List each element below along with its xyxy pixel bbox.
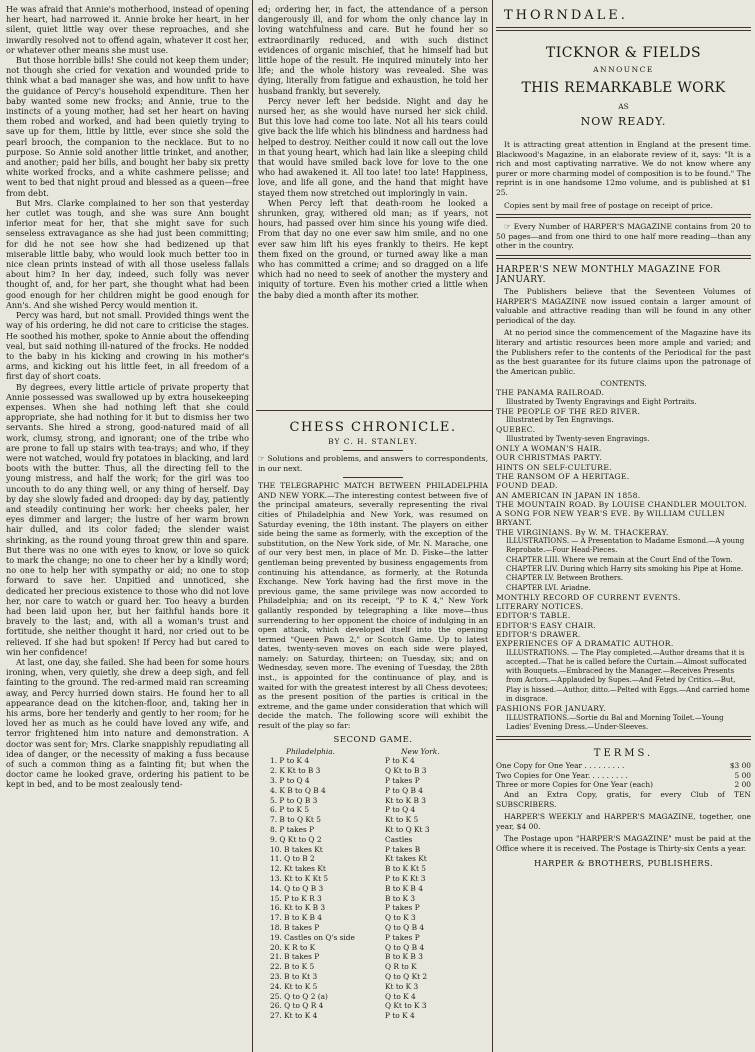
advertisement-column: [496, 4, 751, 1048]
chess-move: Castles: [385, 834, 413, 844]
contents-item: THE PEOPLE OF THE RED RIVER.: [496, 406, 641, 416]
contents-item: QUEBEC.: [496, 425, 536, 435]
contents-item: Illustrated by Twenty-seven Engravings.: [506, 434, 650, 443]
chess-move: 14. Q to Q B 3: [270, 883, 324, 893]
story-column-right: [258, 4, 488, 408]
extra-copy: And an Extra Copy, gratis, for every Club of TEN SUBSCRIBERS.: [496, 790, 751, 809]
game-title: SECOND GAME.: [333, 734, 413, 745]
chess-move: B to K Kt 5: [385, 864, 426, 874]
contents-item: LITERARY NOTICES.: [496, 602, 584, 612]
chess-move: B to K B 4: [385, 883, 423, 893]
chess-move: 5. P to Q B 3: [270, 795, 318, 805]
ad-rule: [496, 736, 751, 740]
terms-label: Three or more Copies for One Year (each): [496, 780, 654, 790]
ad-ready: NOW READY.: [580, 115, 667, 128]
story-column-left: [6, 4, 249, 1048]
white-moves: [258, 747, 373, 1021]
contents-item: ILLUSTRATIONS.—Sortie du Bal and Morning Toilet.—Young Ladies' Evening Dress.—Under-Sleeves.: [506, 713, 724, 731]
chess-move: 7. B to Q Kt 5: [270, 815, 321, 825]
chess-move: 6. P to K 5: [270, 805, 310, 815]
magazine-title: HARPER'S NEW MONTHLY MAGAZINE FOR JANUARY.: [496, 264, 721, 285]
contents-item: EDITOR'S TABLE.: [496, 611, 571, 621]
story-paragraph: Percy was hard, but not small. Provided things went the way of his ordering, he did not care to criticise the stages. He soothed his mother, spoke to Annie about the offending veal, but said nothing ill-natured of the frocks. He nodded to the baby in his kicking and crowing in his mother's arms, and kicking out his little feet, in all freedom of a first day of short coats.: [6, 310, 249, 382]
column-divider: [492, 0, 493, 1052]
chess-move: 24. Kt to K 5: [270, 981, 318, 991]
ad-announce: ANNOUNCE: [593, 65, 654, 74]
contents-item: EXPERIENCES OF A DRAMATIC AUTHOR.: [496, 639, 674, 649]
contents-item: CHAPTER LIV. During which Harry sits smoking his Pipe at Home.: [506, 564, 744, 573]
chess-move: 21. B takes P: [270, 952, 320, 962]
story-paragraph: But Mrs. Clarke complained to her son that yesterday her cutlet was tough, and she was sure Ann bought inferior meat for her, that she might save for such senseless extravagance as she had just been committing; for did he not see how she had bedizened up that miserable little baby, who would look much better too in nice clean prints instead of with all those useless fallals about him? In her day, indeed, such folly was never thought of, and, for her part, she thought what had been good enough for her children might be good enough for Ann's. And she wished Percy would mention it.: [6, 197, 249, 310]
terms-label: Two Copies for One Year. . . . . . . . .: [496, 770, 628, 780]
chess-move: P takes P: [385, 776, 420, 786]
chess-move: Kt to K 3: [385, 981, 419, 991]
chess-move: Kt to K 5: [385, 815, 419, 825]
story-paragraph: By degrees, every little article of private property that Annie possessed was swallowed up by extra housekeeping expenses. When she had nothing left that she could appropriate, she had nothing for it but to dismiss her two servants. She hired a strong, good-natured maid of all work, clumsy, strong, and ignorant; one of the tribe who are prone to fall up stairs with tea-trays; and who, if they were not watched, would fry potatoes in blacking, and lard boots with the butter. Thus, all the directing fell to the young mistress, and half the work; for the girl was too uncouth to do any thing well, or any thing of herself. Day by day she slowly faded and drooped: day by day, patiently and steadily continuing her work: her cheeks paler, her eyes dimmer and larger; the lustre of her warm brown hair dulled, and its color faded; the slender waist shrinking, as the round young throat grew thin and spare. But there was no one with eyes to know, or love so quick to mark the change; no one to cheer her by a kindly word; no one to help her with sympathy or aid; no one to stop forward to save her. Unpitied and unnoticed, she dedicated her precious existence to those who did not love her, nor care to watch or guard her. Too heavy a burden had been laid upon her, but her faithful hands bore it bravely to the last; and, with all a woman's trust and fortitude, she neither thought it hard, nor cried out to be relieved. If she had but spoken! If Percy had but cared to win her confidence!: [6, 381, 249, 657]
chess-move: 8. P takes P: [270, 825, 315, 834]
chess-title: CHESS CHRONICLE.: [289, 420, 457, 435]
contents-item: THE PANAMA RAILROAD.: [496, 388, 605, 398]
story-paragraph: He was afraid that Annie's motherhood, instead of opening her heart, had narrowed it. Annie broke her heart, in her silent, quiet little way over these reproaches, and she inwardly resolved not to offend again, whatever it cost her, or whatever other means she must use.: [6, 4, 249, 55]
story-paragraph: But those horrible bills! She could not keep them under; not though she cried for vexation and wounded pride to think what a bad manager she was, and how unfit to have the guidance of Percy's household expenditure. Then her baby wanted some new frocks; and Annie, true to the instincts of a young mother, had set her heart on having them robed and worked, and had been quietly trying to save up for them, little by little, ever since she sold the pearl brooch, the companion to the necklace. But to no purpose. So Annie sold another little trinket, and another, and another; paid her bills, and bought her baby six pretty white worked frocks, and a white cashmere pelisse; and went to bed that night proud and blessed as a queen—free from debt.: [6, 55, 249, 198]
ad-header: [496, 45, 751, 128]
contents-item: FASHIONS FOR JANUARY.: [496, 704, 607, 714]
chess-move: Q to Q B 4: [385, 942, 425, 952]
chess-move: Kt to Q Kt 3: [385, 825, 430, 834]
ad-brand: THORNDALE.: [504, 8, 628, 23]
terms-price: $3 00: [729, 761, 751, 771]
chess-move: P to K 4: [385, 1011, 415, 1021]
contents-item: AN AMERICAN IN JAPAN IN 1858.: [496, 490, 641, 500]
section-divider: [256, 410, 492, 411]
chess-move: 2. K Kt to B 3: [270, 766, 321, 776]
contents-item: Illustrated by Twenty Engravings and Eight Portraits.: [506, 397, 697, 406]
chess-move: Kt takes Kt: [385, 854, 427, 864]
chess-notice: ☞ Solutions and problems, and answers to correspondents, in our next.: [258, 454, 488, 473]
chess-move: 23. B to Kt 3: [270, 971, 318, 981]
story-paragraph: When Percy left that death-room he looked a shrunken, gray, withered old man; as if years, not hours, had passed over him since his young wife died. From that day no one ever saw him smile, and no one ever saw him lift his eyes frankly to theirs. He kept them fixed on the ground, or turned away like a man who has committed a crime; and so dragged on a life which had no need to seek of another the mystery and iniquity of torture. Even his mother cried a little when the baby died a month after its mother.: [258, 197, 488, 300]
chess-notice-rule: [343, 477, 403, 478]
chess-move: 17. B to K B 4: [270, 913, 323, 923]
ad-rule: [496, 27, 751, 31]
chess-move: 18. B takes P: [270, 922, 320, 932]
chess-move: 10. B takes Kt: [270, 844, 323, 854]
contents-item: HINTS ON SELF-CULTURE.: [496, 462, 612, 472]
chess-move: B to K B 3: [385, 952, 423, 962]
story-paragraph: At last, one day, she failed. She had been for some hours ironing, when, very quietly, she drew a deep sigh, and fell fainting to the ground. The red-armed maid ran screaming away, and Percy hurried down stairs. He found her to all appearance dead on the kitchen-floor, and, taking her in his arms, bore her tenderly and gently to her room; for he loved her as much as he could have loved any wife, and terror frightened him into nature and demonstration. A doctor was sent for; Mrs. Clarke snappishly repudiating all idea of danger, or the necessity of making a fuss because of such a common thing as a fainting fit; but when the doctor came he looked grave, ordering his patient to be kept in bed, and to be most zealously tend-: [6, 657, 249, 790]
chess-move: 16. Kt to K B 3: [270, 903, 326, 913]
chess-move: P to K 4: [385, 756, 415, 766]
ad-publisher: TICKNOR & FIELDS: [545, 45, 702, 61]
story-paragraph: Percy never left her bedside. Night and day he nursed her, as she would have nursed her sick child. But this love had come too late. Not all his tears could give back the life which his blindness and hardness had helped to destroy. Neither could it now call out the love in that young heart, which had lain like a sleeping child that would have smiled back love for love to the one who had awakened it. All too late! too late! Happiness, love, and life all gone, and the hand that might have stayed them now stretched out imploringly in vain.: [258, 95, 488, 198]
chess-move: P takes P: [385, 932, 420, 942]
chess-move: 25. Q to Q 2 (a): [270, 991, 328, 1001]
chess-move: Q Kt to K 3: [385, 1001, 427, 1011]
terms-price: 5 00: [734, 770, 751, 780]
ad-every-number: ☞ Every Number of HARPER'S MAGAZINE contains from 20 to 50 pages—and from one third to one half more reading—than any other in the country.: [496, 222, 751, 251]
terms-price: 2 00: [734, 780, 751, 790]
contents-item: EDITOR'S DRAWER.: [496, 630, 581, 639]
game-score: [258, 747, 488, 1021]
chess-move: P to K Kt 3: [385, 873, 426, 883]
ad-rule: [496, 214, 751, 218]
chess-move: 9. Q Kt to Q 2: [270, 834, 322, 844]
contents-item: A SONG FOR NEW YEAR'S EVE. By WILLIAM CULLEN BRYANT.: [496, 509, 725, 528]
contents-item: ONLY A WOMAN'S HAIR.: [496, 444, 602, 454]
contents-item: MONTHLY RECORD OF CURRENT EVENTS.: [496, 592, 681, 602]
chess-move: P takes B: [385, 844, 421, 854]
chess-move: Q to K 4: [385, 991, 416, 1001]
chess-chronicle: [258, 416, 488, 1048]
chess-move: 15. P to K R 3: [270, 893, 322, 903]
chess-move: 26. Q to Q R 4: [270, 1001, 324, 1011]
story-paragraph: ed; ordering her, in fact, the attendance of a person dangerously ill, and for whom the only chance lay in loving watchfulness and care. But he found her so extraordinarily reduced, and with such distinct evidences of organic mischief, that he himself had but little hope of the result. He inquired minutely into her life; and the whole history was revealed. She was dying, literally from fatigue and exhaustion, he told her husband frankly, but severely.: [258, 4, 488, 96]
ad-rule: [496, 255, 751, 259]
ad-work-title: THIS REMARKABLE WORK: [521, 80, 726, 96]
chess-move: 3. P to Q 4: [270, 776, 310, 786]
chess-move: 27. Kt to K 4: [270, 1011, 318, 1021]
terms-label: One Copy for One Year . . . . . . . . .: [496, 761, 625, 771]
contents-item: CHAPTER LVI. Ariadne.: [506, 583, 591, 592]
chess-title-rule: [343, 450, 403, 451]
chess-move: 1. P to K 4: [270, 756, 310, 766]
chess-move: 13. Kt to K Kt 5: [270, 873, 329, 883]
black-moves: [373, 747, 488, 1021]
ad-copies: Copies sent by mail free of postage on receipt of price.: [504, 200, 713, 210]
chess-move: Q to K 3: [385, 913, 416, 923]
chess-byline: BY C. H. STANLEY.: [328, 437, 418, 446]
chess-body: THE TELEGRAPHIC MATCH BETWEEN PHILADELPHIA AND NEW YORK.—The interesting contest between five of the principal amateurs, severally representing the rival cities of Philadelphia and New York, was resumed on Saturday evening, the 18th instant. The players on either side being the same as formerly, with the exception of the substitution, on the New York side, of Mr. N. Marache, one of our very best men, in place of Mr. D. Fiske—the latter gentleman being prevented by business engagements from continuing his attendance, as formerly, at the Rotunda Exchange. New York having had the first move in the previous game, the same privilege was now accorded to Philadelphia; and on its receipt, "P to K 4," New York gallantly responded by telegraphing a like move—thus surrendering to her opponent the choice of indulging in an open attack, which developed itself into the opening termed "Queen Pawn 2," or Scotch Game. Up to latest dates, twenty-seven moves on each side were played, namely: on Saturday, thirteen; on Tuesday, six; and on Wednesday, seven more. The evening of Tuesday, the 28th inst., is appointed for the continuance of play, and is waited for with the greatest interest by all Chess devotees; as the present position of the parties is critical in the extreme, and the game under consideration that which will decide the match. The following score will exhibit the result of the play so far:: [258, 481, 488, 731]
terms-list: [496, 761, 751, 790]
ad-blurb: It is attracting great attention in England at the present time. Blackwood's Magazine, in an elaborate review of it, says: "It is a rich and most captivating narrative. We do not know where any purer or more charming model of composition is to be found." The reprint is in one handsome 12mo volume, and is published at $1 25.: [496, 140, 751, 197]
contents-item: FOUND DEAD.: [496, 481, 558, 491]
terms-row: [496, 761, 751, 771]
magazine-intro-2: At no period since the commencement of the Magazine have its literary and artistic resources been more ample and varied; and the Publishers refer to the contents of the Periodical for the past as the best guarantee for its future claims upon the patronage of the American public.: [496, 328, 751, 376]
chess-move: P to Q B 4: [385, 785, 423, 795]
ad-as: AS: [618, 102, 629, 111]
chess-move: B to K 3: [385, 893, 416, 903]
chess-move: 22. B to K 5: [270, 962, 315, 972]
contents-item: THE VIRGINIANS. By W. M. THACKERAY.: [496, 527, 669, 537]
chess-move: Q R to K: [385, 962, 417, 972]
contents-item: THE RANSOM OF A HERITAGE.: [496, 471, 630, 481]
contents-item: OUR CHRISTMAS PARTY.: [496, 453, 603, 463]
postage-note: The Postage upon "HARPER'S MAGAZINE" must be paid at the Office where it is received. The Postage is Thirty-six Cents a year.: [496, 834, 751, 854]
chess-move: 11. Q to B 2: [270, 854, 315, 864]
chess-move: 20. K R to K: [270, 942, 316, 952]
magazine-intro-1: The Publishers believe that the Seventeen Volumes of HARPER'S MAGAZINE now issued contain a larger amount of valuable and attractive reading than will be found in any other periodical of the day.: [496, 286, 751, 325]
weekly-offer: HARPER'S WEEKLY and HARPER'S MAGAZINE, together, one year, $4 00.: [496, 812, 751, 831]
terms-row: [496, 771, 751, 781]
chess-move: Q Kt to B 3: [385, 766, 427, 776]
contents-list: [496, 388, 751, 732]
contents-item: THE MOUNTAIN ROAD. By LOUISE CHANDLER MOULTON.: [496, 499, 747, 509]
chess-move: 19. Castles on Q's side: [270, 932, 355, 942]
contents-item: CHAPTER LIII. Where we remain at the Court End of the Town.: [506, 555, 733, 564]
contents-item: CHAPTER LV. Between Brothers.: [506, 574, 624, 583]
black-label: New York.: [401, 746, 440, 756]
contents-item: ILLUSTRATIONS. — The Play completed.—Author dreams that it is accepted.—That he is called before the Curtain.—Almost suffocated with Bouquets.—Embraced by the Manager.—Receives Presents from Actors.—Applauded by Supes.—And Feted by Critics.—But, Play is hissed.—Author, ditto.—Pelted with Eggs.—And carried home in disgrace.: [506, 648, 750, 704]
terms-title: TERMS.: [593, 748, 654, 760]
contents-label: CONTENTS.: [600, 379, 647, 389]
chess-move: P to Q 4: [385, 805, 416, 815]
chess-move: P takes P: [385, 903, 420, 913]
chess-move: Kt to K B 3: [385, 795, 426, 805]
contents-item: EDITOR'S EASY CHAIR.: [496, 620, 597, 630]
terms-row: [496, 780, 751, 790]
column-divider: [252, 0, 253, 1052]
contents-item: ILLUSTRATIONS. — A Presentation to Madame Esmond.—A young Reprobate.—Four Head-Pieces.: [506, 537, 745, 555]
chess-move: 12. Kt takes Kt: [270, 864, 326, 874]
chess-move: Q to Q B 4: [385, 922, 425, 932]
white-label: Philadelphia.: [286, 746, 335, 756]
chess-move: 4. K B to Q B 4: [270, 785, 326, 795]
chess-move: Q to Q Kt 2: [385, 971, 428, 981]
publisher-footer: HARPER & BROTHERS, PUBLISHERS.: [533, 857, 714, 868]
contents-item: Illustrated by Ten Engravings.: [506, 416, 614, 425]
